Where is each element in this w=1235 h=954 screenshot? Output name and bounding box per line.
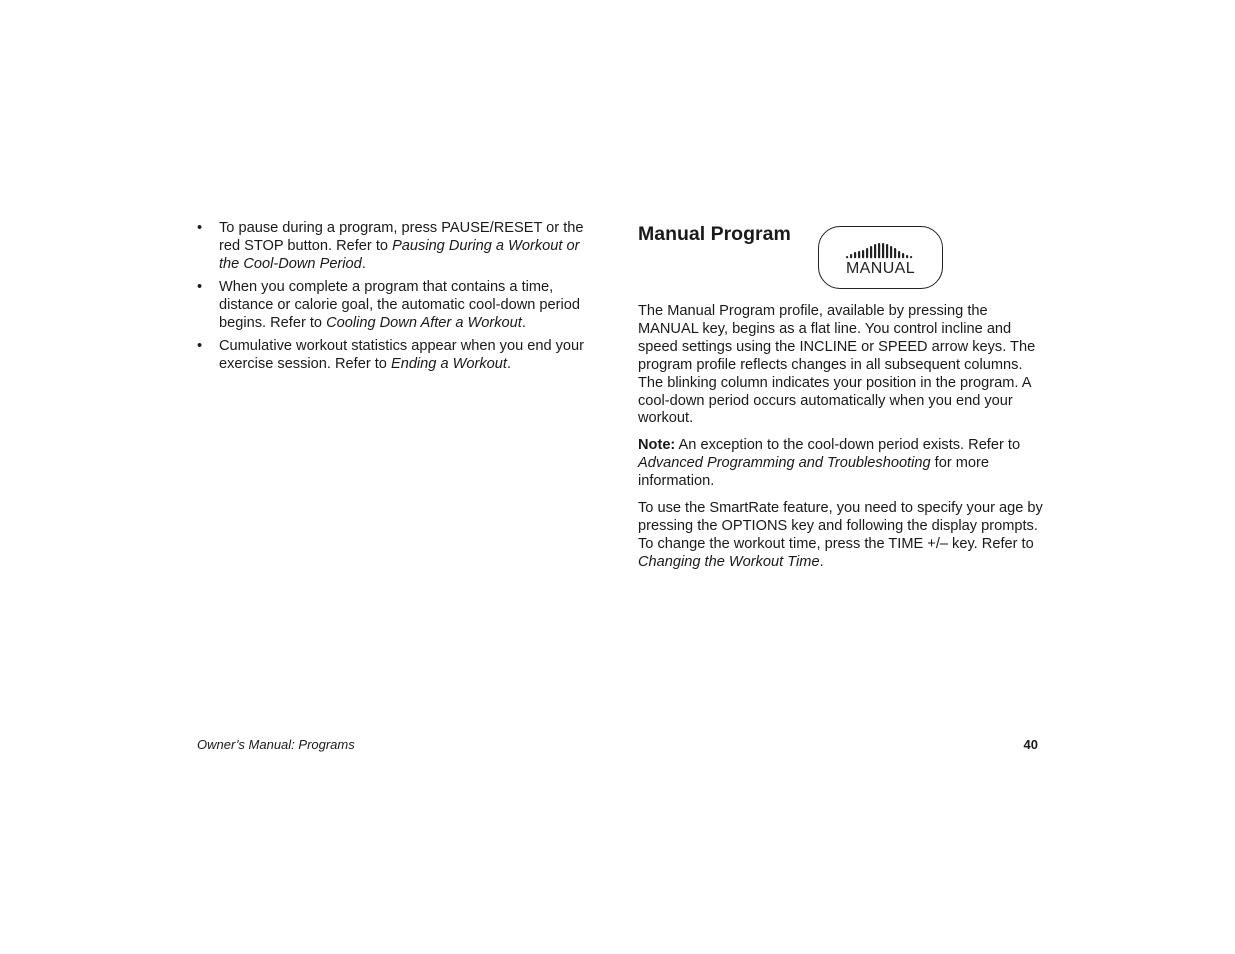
smartrate-end: .	[819, 553, 824, 570]
section-heading: Manual Program	[638, 223, 791, 245]
bullet-end: .	[361, 256, 366, 272]
right-column	[638, 222, 1043, 581]
list-item	[197, 337, 599, 373]
note-end: for more information.	[638, 455, 989, 490]
bullet-text: When you complete a program that contains a time, distance or calorie goal, the automatic cool-down period begins. Refer to	[219, 279, 580, 331]
bullet-marker: •	[197, 279, 203, 295]
page-number: 40	[1023, 737, 1038, 752]
note-label: Note:	[638, 437, 676, 454]
note-text: An exception to the cool-down period exists. Refer to	[675, 437, 1021, 454]
cross-reference: Cooling Down After a Workout	[326, 315, 522, 331]
bullet-text: Cumulative workout statistics appear when you end your exercise session. Refer to	[219, 338, 585, 372]
intro-paragraph: The Manual Program profile, available by pressing the MANUAL key, begins as a flat line. You control incline and speed settings using the INCLINE or SPEED arrow keys. The program profile reflects changes in all subsequent columns. The blinking column indicates your position in the program. A cool-down period occurs automatically when you end your workout.	[638, 303, 1036, 427]
smartrate-text: To use the SmartRate feature, you need to specify your age by pressing the OPTIONS key and following the display prompts. To change the workout time, press the TIME +/– key. Refer to	[638, 500, 1043, 552]
cross-reference: Ending a Workout	[390, 356, 507, 372]
bullet-marker: •	[197, 338, 203, 354]
manual-key-label: MANUAL	[845, 260, 916, 277]
smartrate-paragraph	[638, 500, 1043, 572]
list-item	[197, 278, 599, 332]
footer-title: Owner’s Manual: Programs	[197, 737, 355, 752]
list-item	[197, 219, 599, 273]
bullet-text: To pause during a program, press PAUSE/RESET or the red STOP button. Refer to	[219, 220, 584, 254]
manual-key-illustration	[818, 226, 943, 289]
bullet-end: .	[521, 315, 526, 331]
cross-reference: Pausing During a Workout or the Cool-Down Period	[219, 238, 580, 272]
note-paragraph	[638, 437, 1043, 491]
bullet-list	[197, 219, 599, 373]
bar-graph-icon	[846, 240, 918, 260]
bullet-end: .	[506, 356, 512, 372]
bullet-marker: •	[197, 220, 203, 236]
cross-reference: Advanced Programming and Troubleshooting	[638, 455, 931, 472]
cross-reference: Changing the Workout Time	[638, 553, 820, 570]
left-column	[197, 219, 599, 378]
